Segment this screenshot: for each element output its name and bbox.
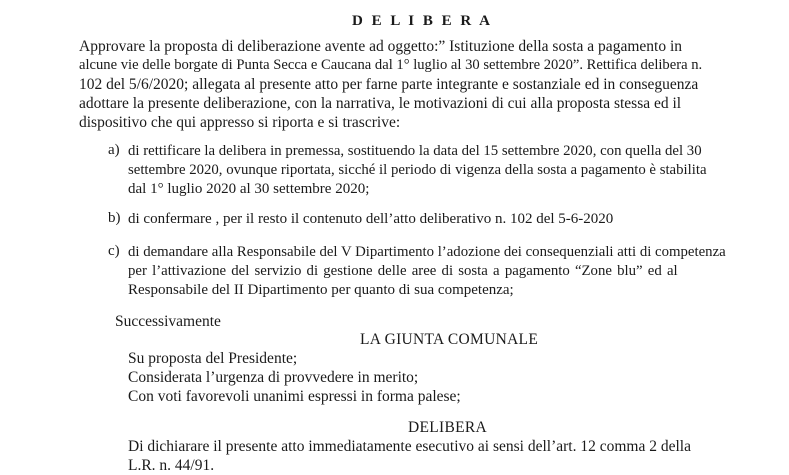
giunta-line: Con voti favorevoli unanimi espressi in forma palese;	[128, 388, 461, 405]
intro-line: 102 del 5/6/2020; allegata al presente atto per farne parte integrante e sostanziale ed in conseguenza	[79, 76, 699, 93]
item-b-line: di confermare , per il resto il contenuto dell’atto deliberativo n. 102 del 5-6-2020	[128, 211, 614, 227]
intro-line: alcune vie delle borgate di Punta Secca e Caucana dal 1° luglio al 30 settembre 2020”. Rettifica delibera n.	[79, 57, 703, 73]
intro-line: dispositivo che qui appresso si riporta e si trascrive:	[79, 114, 401, 131]
item-c-line: Responsabile del II Dipartimento per quanto di sua competenza;	[128, 282, 514, 298]
item-c-marker: c)	[108, 243, 120, 259]
intro-line: adottare la presente deliberazione, con la narrativa, le motivazioni di cui alla proposta stessa ed il	[79, 95, 682, 112]
item-a-line: di rettificare la delibera in premessa, sostituendo la data del 15 settembre 2020, con quella del 30	[128, 143, 702, 159]
giunta-line: Considerata l’urgenza di provvedere in merito;	[128, 369, 419, 386]
final-line: L.R. n. 44/91.	[128, 457, 215, 474]
delibera-heading-2: DELIBERA	[408, 419, 488, 436]
item-a-line: settembre 2020, ovunque riportata, sicché il periodo di vigenza della sosta a pagamento è stabilita	[128, 162, 707, 178]
heading-delibera: D E L I B E R A	[352, 13, 493, 29]
item-a-marker: a)	[108, 142, 120, 158]
item-a-line: dal 1° luglio 2020 al 30 settembre 2020;	[128, 181, 370, 197]
giunta-line: Su proposta del Presidente;	[128, 350, 298, 367]
item-b-marker: b)	[108, 210, 121, 226]
giunta-heading: LA GIUNTA COMUNALE	[360, 331, 539, 348]
final-line: Di dichiarare il presente atto immediatamente esecutivo ai sensi dell’art. 12 comma 2 della	[128, 438, 691, 455]
item-c-line: per l’attivazione del servizio di gestione delle aree di sosta a pagamento “Zone blu” ed al	[128, 263, 678, 279]
item-c-line: di demandare alla Responsabile del V Dipartimento l’adozione dei consequenziali atti di competenza	[128, 244, 726, 260]
successivamente-text: Successivamente	[115, 313, 221, 330]
intro-line: Approvare la proposta di deliberazione avente ad oggetto:” Istituzione della sosta a pagamento in	[79, 38, 682, 55]
